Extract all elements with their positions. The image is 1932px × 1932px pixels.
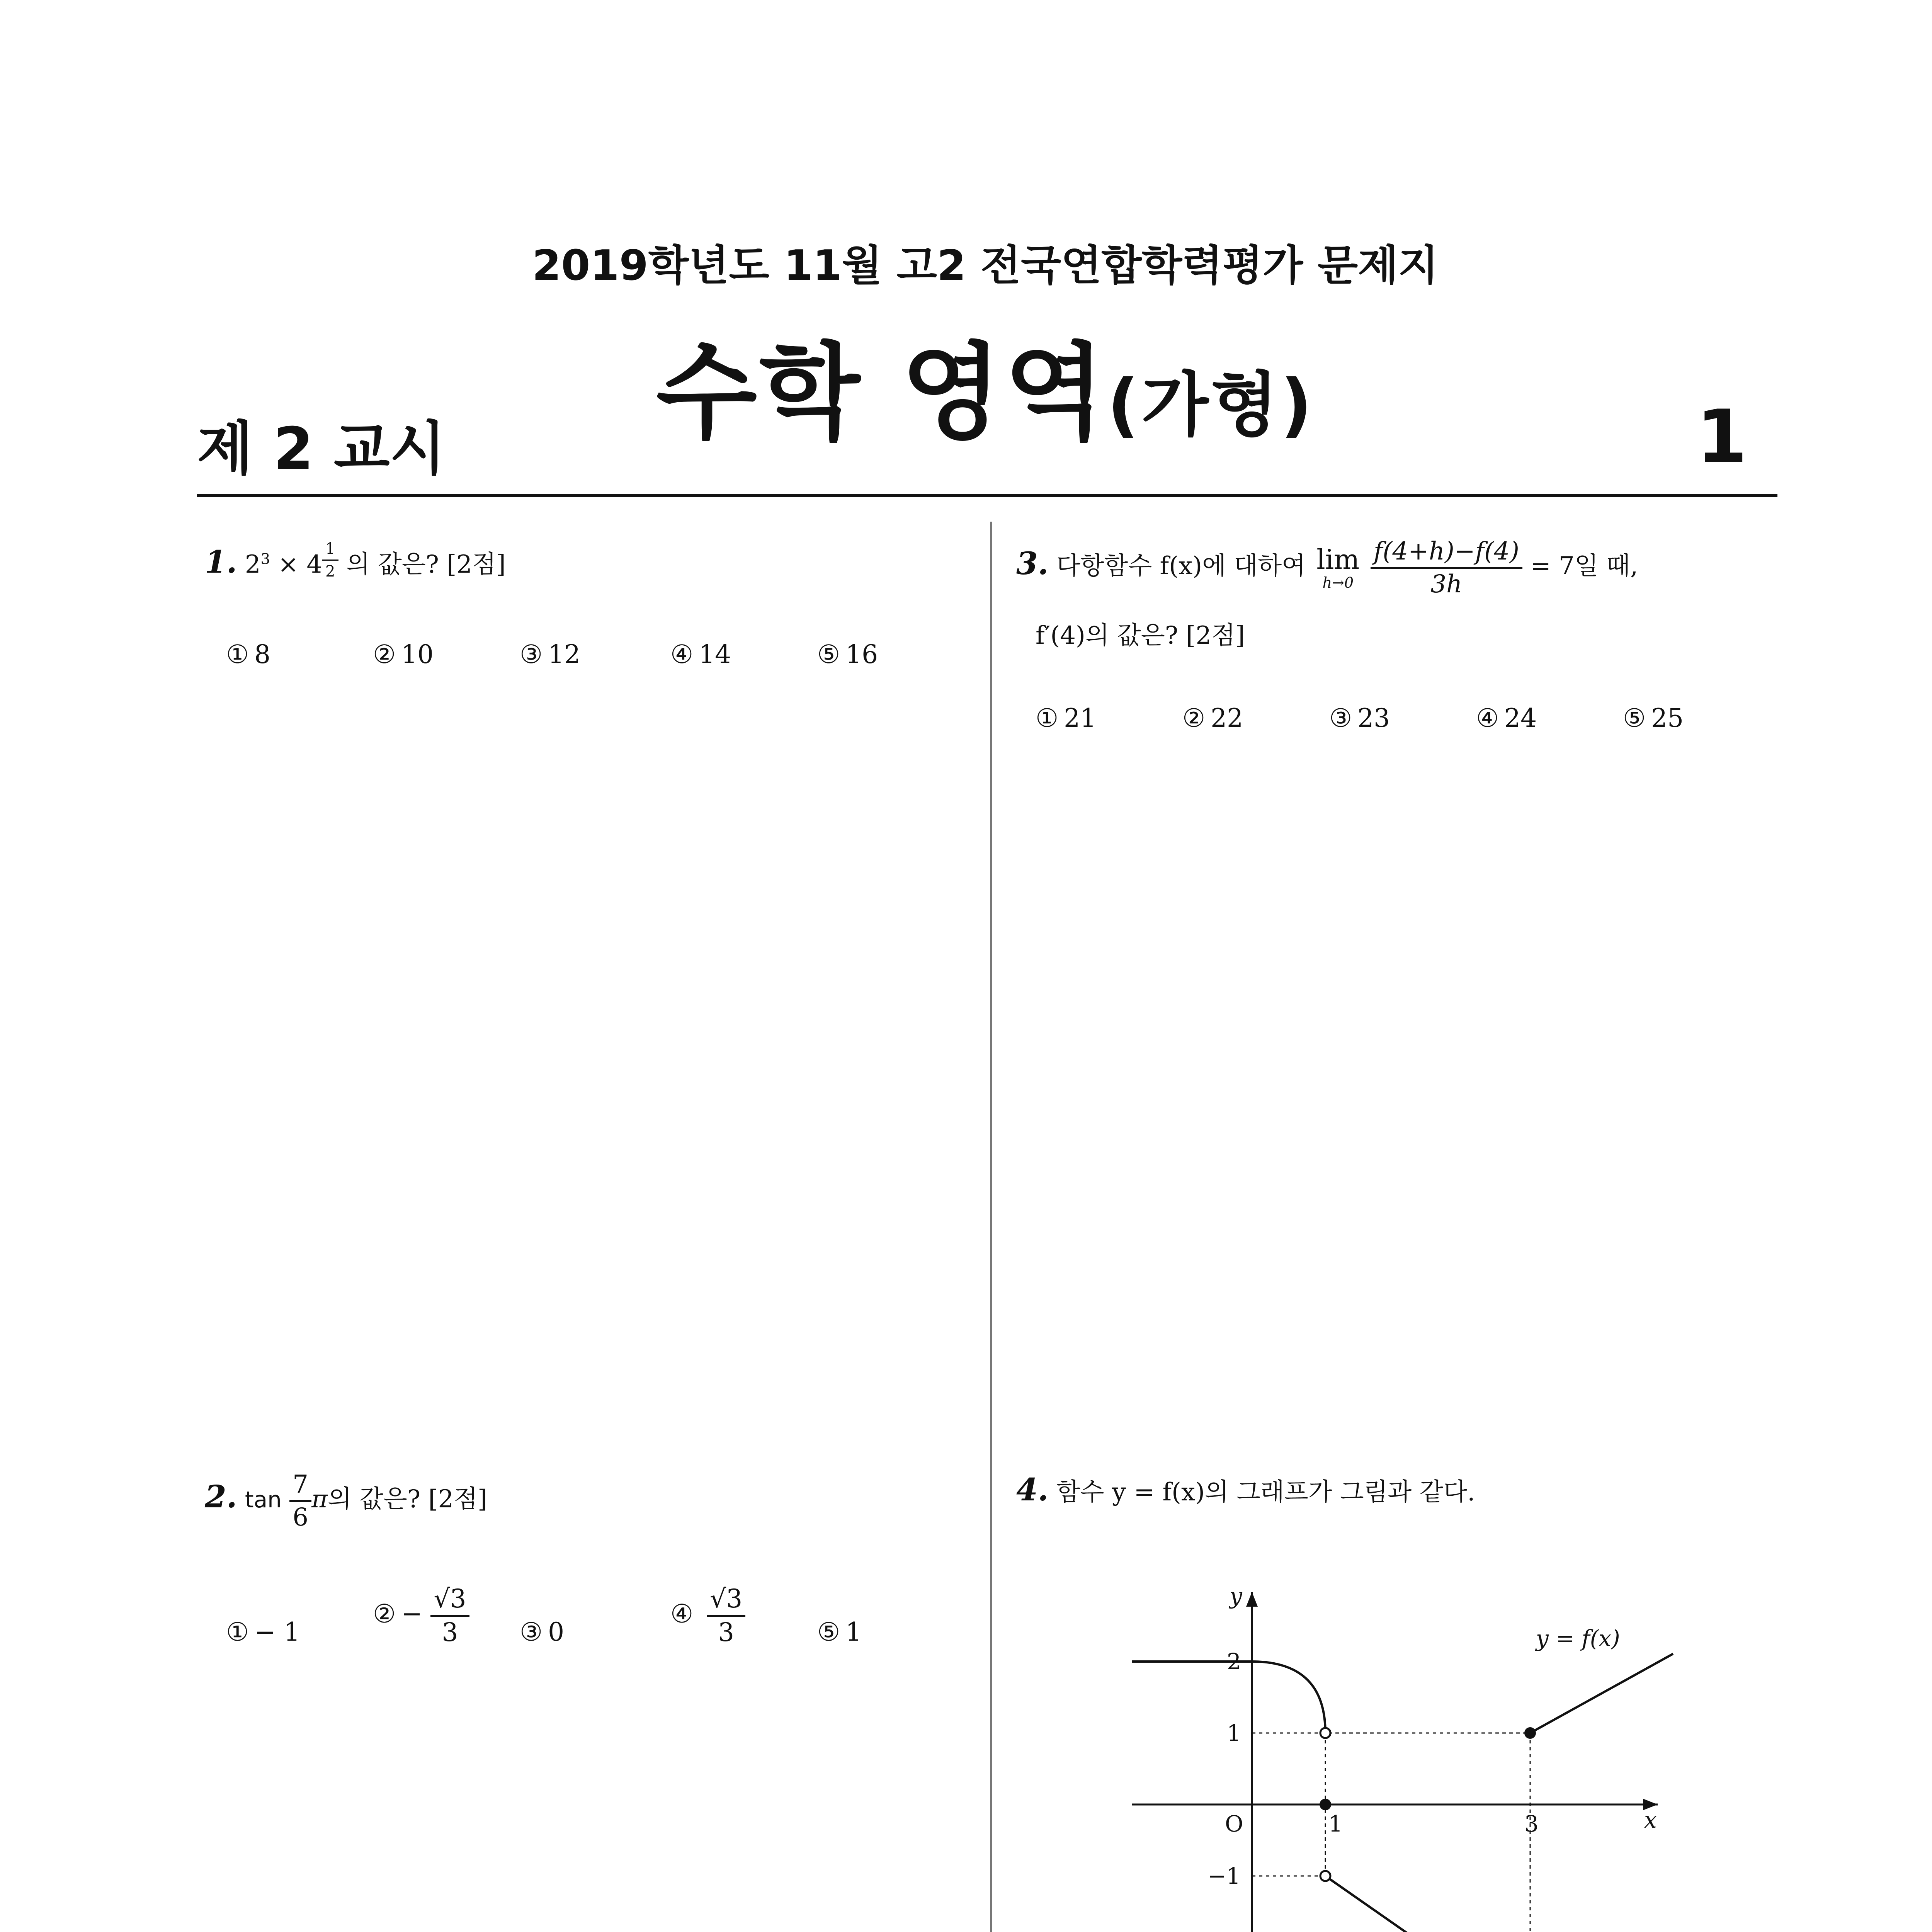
question-4: [1016, 1472, 1475, 1510]
question-3-number: 3.: [1016, 545, 1049, 582]
y-axis-arrow-icon: [1246, 1592, 1258, 1607]
header-divider: [197, 494, 1777, 497]
y-tick-neg1: −1: [1208, 1863, 1241, 1889]
q1-choice-3[interactable]: ③ 12: [520, 639, 581, 669]
filled-point-1-0: [1320, 1799, 1331, 1810]
pi-symbol: π: [311, 1485, 328, 1514]
y-tick-1: 1: [1227, 1720, 1241, 1746]
question-3: [1016, 539, 1638, 597]
filled-point-3-1: [1524, 1727, 1536, 1739]
open-point-1-1: [1320, 1728, 1330, 1738]
x-axis-label: x: [1644, 1807, 1657, 1833]
exam-title-type: (가형): [1107, 365, 1315, 446]
curve-label: y = f(x): [1536, 1625, 1620, 1651]
q2-choice-5[interactable]: ⑤ 1: [817, 1617, 862, 1647]
times-sign: ×: [278, 550, 299, 579]
q3-choice-5[interactable]: ⑤ 25: [1623, 703, 1684, 733]
q2-choice-2-fraction: $\frac{√3}{3}$: [430, 1586, 469, 1645]
y-tick-2: 2: [1227, 1648, 1241, 1675]
angle-fraction: $\frac{7}{6}$: [289, 1472, 311, 1530]
tan-function: tan: [245, 1486, 282, 1513]
question-4-stem: 함수 y = f(x)의 그래프가 그림과 같다.: [1056, 1478, 1475, 1507]
q2-choice-4-fraction: $\frac{√3}{3}$: [707, 1586, 745, 1645]
question-1: [205, 541, 506, 582]
question-1-expression: [245, 540, 346, 580]
question-2-stem: 의 값은? [2점]: [328, 1485, 487, 1514]
page-number: 1: [1696, 394, 1748, 480]
q1-choice-2[interactable]: ② 10: [373, 639, 434, 669]
question-2: [205, 1472, 487, 1530]
exponent-fraction: 1 2: [322, 541, 338, 579]
x-tick-1: 1: [1328, 1811, 1343, 1837]
exam-subtitle: 2019학년도 11월 고2 전국연합학력평가 문제지: [532, 242, 1439, 290]
difference-quotient: $\frac{f(4+h)-f(4)}{3h}$: [1371, 539, 1522, 597]
question-3-stem-a: 다항함수 f(x)에 대하여: [1056, 552, 1306, 580]
question-4-number: 4.: [1016, 1471, 1049, 1508]
question-3-stem-b: = 7일 때,: [1530, 552, 1638, 580]
origin-label: O: [1225, 1811, 1243, 1837]
function-graph: [1121, 1573, 1700, 1932]
q2-choice-1[interactable]: ① − 1: [226, 1617, 300, 1647]
q2-choice-3[interactable]: ③ 0: [520, 1617, 565, 1647]
expr-base-4: 4: [306, 550, 323, 579]
graph-ray-right: [1530, 1654, 1673, 1733]
open-point-1-neg1: [1320, 1871, 1330, 1881]
expr-base-2: 2: [245, 550, 261, 579]
expr-exponent-3: 3: [260, 550, 270, 568]
y-axis-label: y: [1230, 1583, 1242, 1609]
question-3-stem-c: f′(4)의 값은? [2점]: [1036, 621, 1245, 650]
limit-operator: lim h→0: [1316, 543, 1360, 591]
q2-choice-2[interactable]: ② − $\frac{√3}{3}$: [373, 1586, 469, 1645]
q1-choice-1[interactable]: ① 8: [226, 639, 271, 669]
question-1-number: 1.: [205, 543, 237, 580]
question-2-number: 2.: [205, 1478, 237, 1515]
q1-choice-5[interactable]: ⑤ 16: [817, 639, 878, 669]
q3-choice-3[interactable]: ③ 23: [1329, 703, 1390, 733]
column-divider: [990, 522, 992, 1932]
q3-choice-4[interactable]: ④ 24: [1476, 703, 1537, 733]
graph-segment-middle: [1325, 1876, 1530, 1932]
q3-choice-1[interactable]: ① 21: [1036, 703, 1097, 733]
x-tick-3: 3: [1524, 1811, 1539, 1837]
exam-title-main: 수학 영역: [656, 332, 1107, 454]
q1-choice-4[interactable]: ④ 14: [670, 639, 731, 669]
q3-choice-2[interactable]: ② 22: [1182, 703, 1243, 733]
question-1-stem: 의 값은? [2점]: [346, 550, 506, 579]
period-label: 제 2 교시: [197, 415, 446, 483]
q2-choice-4[interactable]: ④ $\frac{√3}{3}$: [670, 1586, 745, 1645]
